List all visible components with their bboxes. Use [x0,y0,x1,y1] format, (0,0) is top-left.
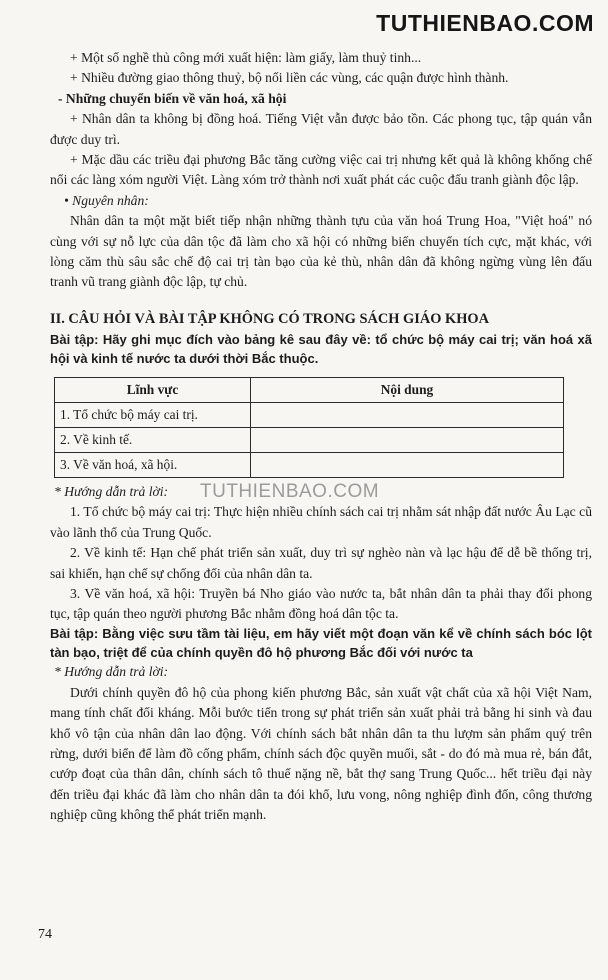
table-cell-field: 3. Về văn hoá, xã hội. [55,452,251,477]
bullet-not-assimilated: + Nhân dân ta không bị đồng hoá. Tiếng Việt vẫn được bảo tồn. Các phong tục, tập quán vẫn được duy trì. [50,111,592,147]
bullet-transport: + Nhiều đường giao thông thuỷ, bộ nối liền các vùng, các quận được hình thành. [70,70,509,86]
reason-paragraph: Nhân dân ta một mặt biết tiếp nhận những thành tựu của văn hoá Trung Hoa, "Việt hoá" nó cùng với sự nỗ lực của dân tộc đã làm cho xã hội có những biến chuyển tích cực, mặt khác, với lòng căm thù sâu sắc chế độ cai trị tàn bạo của kẻ thù, nhân dân đã không ngừng vùng lên đấu tranh vũ trang giành độc lập, tự chủ. [50,213,592,290]
answer-1-item-3: 3. Về văn hoá, xã hội: Truyền bá Nho giáo vào nước ta, bắt nhân dân ta phải thay đổi phong tục, tập quán theo người phương Bắc nhằm đồng hoá dân tộc ta. [50,585,592,622]
page-number: 74 [38,927,52,942]
table-cell-content [251,427,564,452]
reason-heading: • Nguyên nhân: [64,192,149,208]
section-title: II. CÂU HỎI VÀ BÀI TẬP KHÔNG CÓ TRONG SÁCH GIÁO KHOA [50,310,489,327]
table-cell-field: 2. Về kinh tế. [55,427,251,452]
table-row [55,452,564,477]
bullet-villages: + Mặc dầu các triều đại phương Bắc tăng cường việc cai trị nhưng kết quả là không khống chế nổi các làng xóm người Việt. Làng xóm trở thành nơi xuất phát các cuộc đấu tranh giành độc lập. [50,151,592,188]
table-cell-content [251,402,564,427]
domain-table [54,377,564,478]
answer-guide-2: * Hướng dẫn trả lời: [54,664,169,680]
answer-guide-1: * Hướng dẫn trả lời: [54,483,169,499]
subheading-culture: - Những chuyển biến về văn hoá, xã hội [58,90,287,106]
answer-2-paragraph: Dưới chính quyền đô hộ của phong kiến phương Bắc, sản xuất vật chất của xã hội Việt Nam, mang tính chất đối kháng. Mỗi bước tiến trong sự phát triển sản xuất phải trả bằng hi sinh và đau khổ vô tận của nhân dân lao động. Với chính sách bắt nhân dân ta thu lượm sản phẩm quý trên rừng, dưới biển để làm đồ cống phẩm, chính sách độc quyền muối, sắt - do đó mà mua rẻ, bán đắt, cướp đoạt của thân dân, chính sách tô thuế nặng nề, bắt thợ sang Trung Quốc... hết triều đại này đến triều đại khác đã làm cho nhân dân ta đói khổ, lưu vong, nông nghiệp đình đốn, công thương nghiệp cũng không thể phát triển mạnh. [50,684,592,823]
table-cell-content [251,452,564,477]
table-header-content: Nội dung [251,377,564,402]
exercise-1: Bài tập: Hãy ghi mục đích vào bảng kê sau đây về: tổ chức bộ máy cai trị; văn hoá xã hội và kinh tế nước ta dưới thời Bắc thuộc. [50,332,592,367]
bullet-crafts: + Một số nghề thủ công mới xuất hiện: làm giấy, làm thuỷ tinh... [70,50,422,65]
site-watermark: TUTHIENBAO.COM [376,10,594,36]
table-row [55,427,564,452]
answer-1-item-1: 1. Tổ chức bộ máy cai trị: Thực hiện nhiều chính sách cai trị nhằm sát nhập đất nước Âu Lạc cũ vào lãnh thổ của Trung Quốc. [50,504,592,540]
table-header-row [55,377,564,402]
overlay-watermark: TUTHIENBAO.COM [200,481,380,502]
table-cell-field: 1. Tổ chức bộ máy cai trị. [55,402,251,427]
answer-1-item-2: 2. Về kinh tế: Hạn chế phát triển sản xuất, duy trì sự nghèo nàn và lạc hậu để dễ bề thống trị, sai khiến, hạn chế sự chống đối của nhân dân ta. [50,545,592,581]
page-content [50,48,592,826]
table-row [55,402,564,427]
table-header-field: Lĩnh vực [55,377,251,402]
exercise-2: Bài tập: Bằng việc sưu tầm tài liệu, em hãy viết một đoạn văn kể về chính sách bóc lột tàn bạo, triệt để của chính quyền đô hộ phương Bắc đối với nước ta [50,625,592,660]
